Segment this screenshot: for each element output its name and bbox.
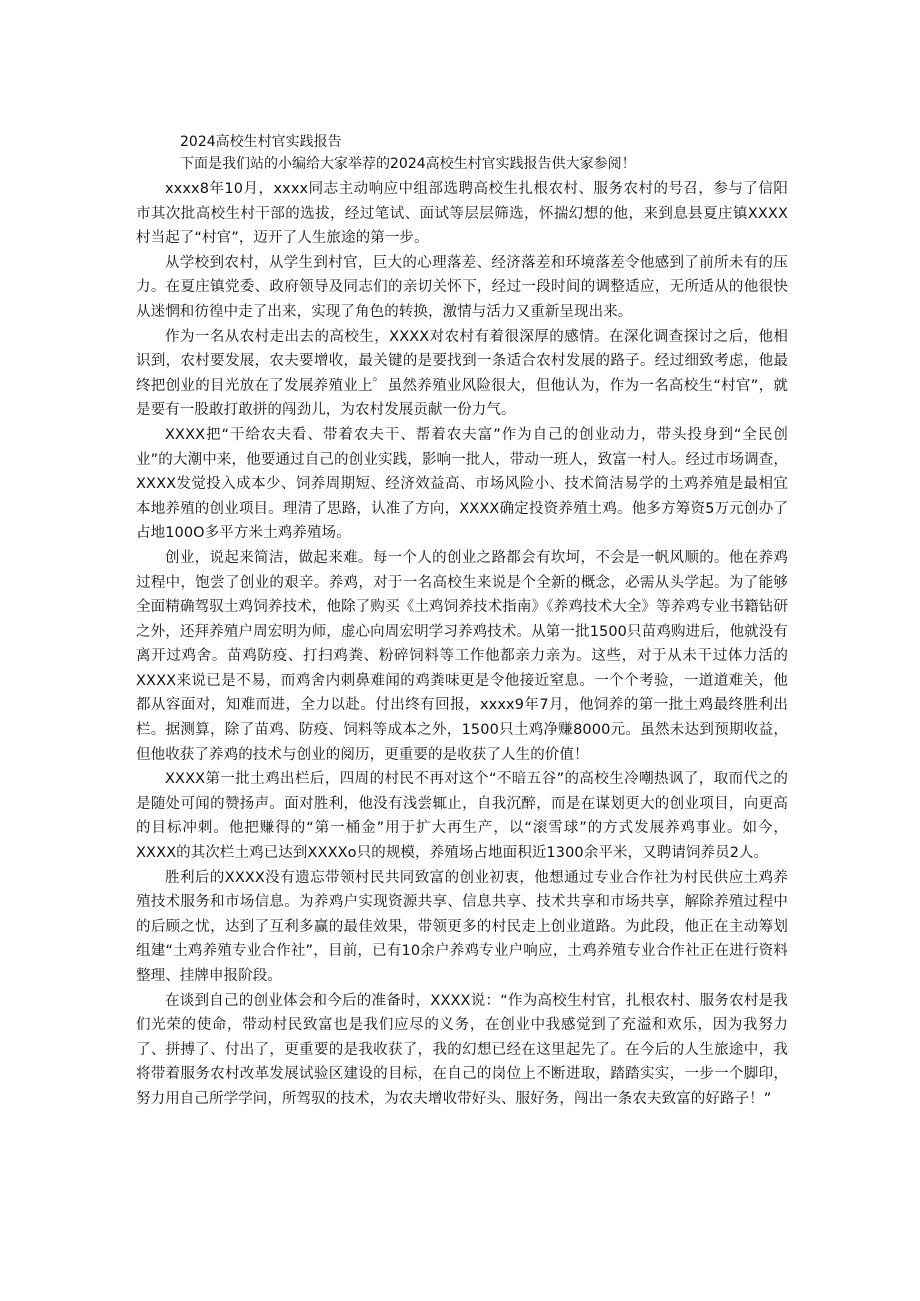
paragraph-6: XXXX第一批土鸡出栏后，四周的村民不再对这个“不暗五谷”的高校生冷嘲热讽了，取而代之的是随处可闻的赞扬声。面对胜利，他没有浅尝辄止，自我沉醉，而是在谋划更大的创业项目，向更高的目标冲刺。他把赚得的“第一桶金”用于扩大再生产，以“滚雪球”的方式发展养鸡事业。如今，XXXX的其次栏土鸡已达到XXXXo只的规模，养殖场占地面积近1300余平米，又聘请饲养员2人。	[136, 771, 788, 862]
paragraph-8: 在谈到自己的创业体会和今后的准备时，XXXX说：“作为高校生村官，扎根农村、服务农村是我们光荣的使命，带动村民致富也是我们应尽的义务，在创业中我感觉到了充溢和欢乐，因为我努力了、拼搏了、付出了，更重要的是我收获了，我的幻想已经在这里起先了。在今后的人生旅途中，我将带着服务农村改革发展试验区建设的目标，在自己的岗位上不断进取，踏踏实实，一步一个脚印，努力用自己所学学问，所驾驭的技术，为农夫增收带好头、服好务，闯出一条农夫致富的好路子！”	[136, 992, 788, 1107]
paragraph-3: 作为一名从农村走出去的高校生，XXXX对农村有着很深厚的感情。在深化调查探讨之后，他相识到，农村要发展，农夫要增收，最关键的是要找到一条适合农村发展的路子。经过细致考虑，他最终把创业的目光放在了发展养殖业上゜虽然养殖业风险很大，但他认为，作为一名高校生“村官”，就是要有一股敢打敢拼的闯劲儿，为农村发展贡献一份力气。	[136, 328, 788, 419]
document-title: 2024高校生村官实践报告	[180, 134, 342, 150]
document-page	[136, 131, 788, 1112]
paragraph-5: 创业，说起来简洁，做起来难。每一个人的创业之路都会有坎坷，不会是一帆风顺的。他在养鸡过程中，饱尝了创业的艰辛。养鸡，对于一名高校生来说是个全新的概念，必需从头学起。为了能够全面精确驾驭土鸡饲养技术，他除了购买《土鸡饲养技术指南》《养鸡技术大全》等养鸡专业书籍钻研之外，还拜养殖户周宏明为师，虚心向周宏明学习养鸡技术。从第一批1500只苗鸡购进后，他就没有离开过鸡舍。苗鸡防疫、打扫鸡粪、粉碎饲料等工作他都亲力亲为。这些，对于从未干过体力活的XXXX来说已是不易，而鸡舍内刺鼻难闻的鸡粪味更是令他接近窒息。一个个考验，一道道难关，他都从容面对，知难而进，全力以赴。付出终有回报，xxxx9年7月，他饲养的第一批土鸡最终胜利出栏。据测算，除了苗鸡、防疫、饲料等成本之外，1500只土鸡净赚8000元。虽然未达到预期收益，但他收获了养鸡的技术与创业的阅历，更重要的是收获了人生的价值！	[136, 549, 788, 763]
paragraph-2: 从学校到农村，从学生到村官，巨大的心理落差、经济落差和环境落差令他感到了前所未有的压力。在夏庄镇党委、政府领导及同志们的亲切关怀下，经过一段时间的调整适应，无所适从的他很快从迷惘和彷徨中走了出来，实现了角色的转换，激情与活力又重新呈现出来。	[136, 254, 788, 320]
paragraph-7: 胜利后的XXXX没有遗忘带领村民共同致富的创业初衷，他想通过专业合作社为村民供应土鸡养殖技术服务和市场信息。为养鸡户实现资源共享、信息共享、技术共享和市场共享，解除养殖过程中的后顾之忧，达到了互利多赢的最佳效果，带领更多的村民走上创业道路。为此段，他正在主动筹划组建“土鸡养殖专业合作社”，目前，已有10余户养鸡专业户响应，土鸡养殖专业合作社正在进行资料整理、挂牌申报阶段。	[136, 869, 788, 984]
intro-line: 下面是我们站的小编给大家举荐的2024高校生村官实践报告供大家参阅！	[180, 156, 636, 172]
paragraph-1: xxxx8年10月，xxxx同志主动响应中组部选聘高校生扎根农村、服务农村的号召，参与了信阳市其次批高校生村干部的选拔，经过笔试、面试等层层筛选，怀揣幻想的他，来到息县夏庄镇XXXX村当起了“村官”，迈开了人生旅途的第一步。	[136, 181, 788, 247]
paragraph-4: XXXX把“干给农夫看、带着农夫干、帮着农夫富”作为自己的创业动力，带头投身到“全民创业”的大潮中来，他要通过自己的创业实践，影响一批人，带动一班人，致富一村人。经过市场调查，XXXX发觉投入成本少、饲养周期短、经济效益高、市场风险小、技术简洁易学的土鸡养殖是最相宜本地养殖的创业项目。理清了思路，认准了方向，XXXX确定投资养殖土鸡。他多方筹资5万元创办了占地100O多平方米土鸡养殖场。	[136, 426, 788, 542]
